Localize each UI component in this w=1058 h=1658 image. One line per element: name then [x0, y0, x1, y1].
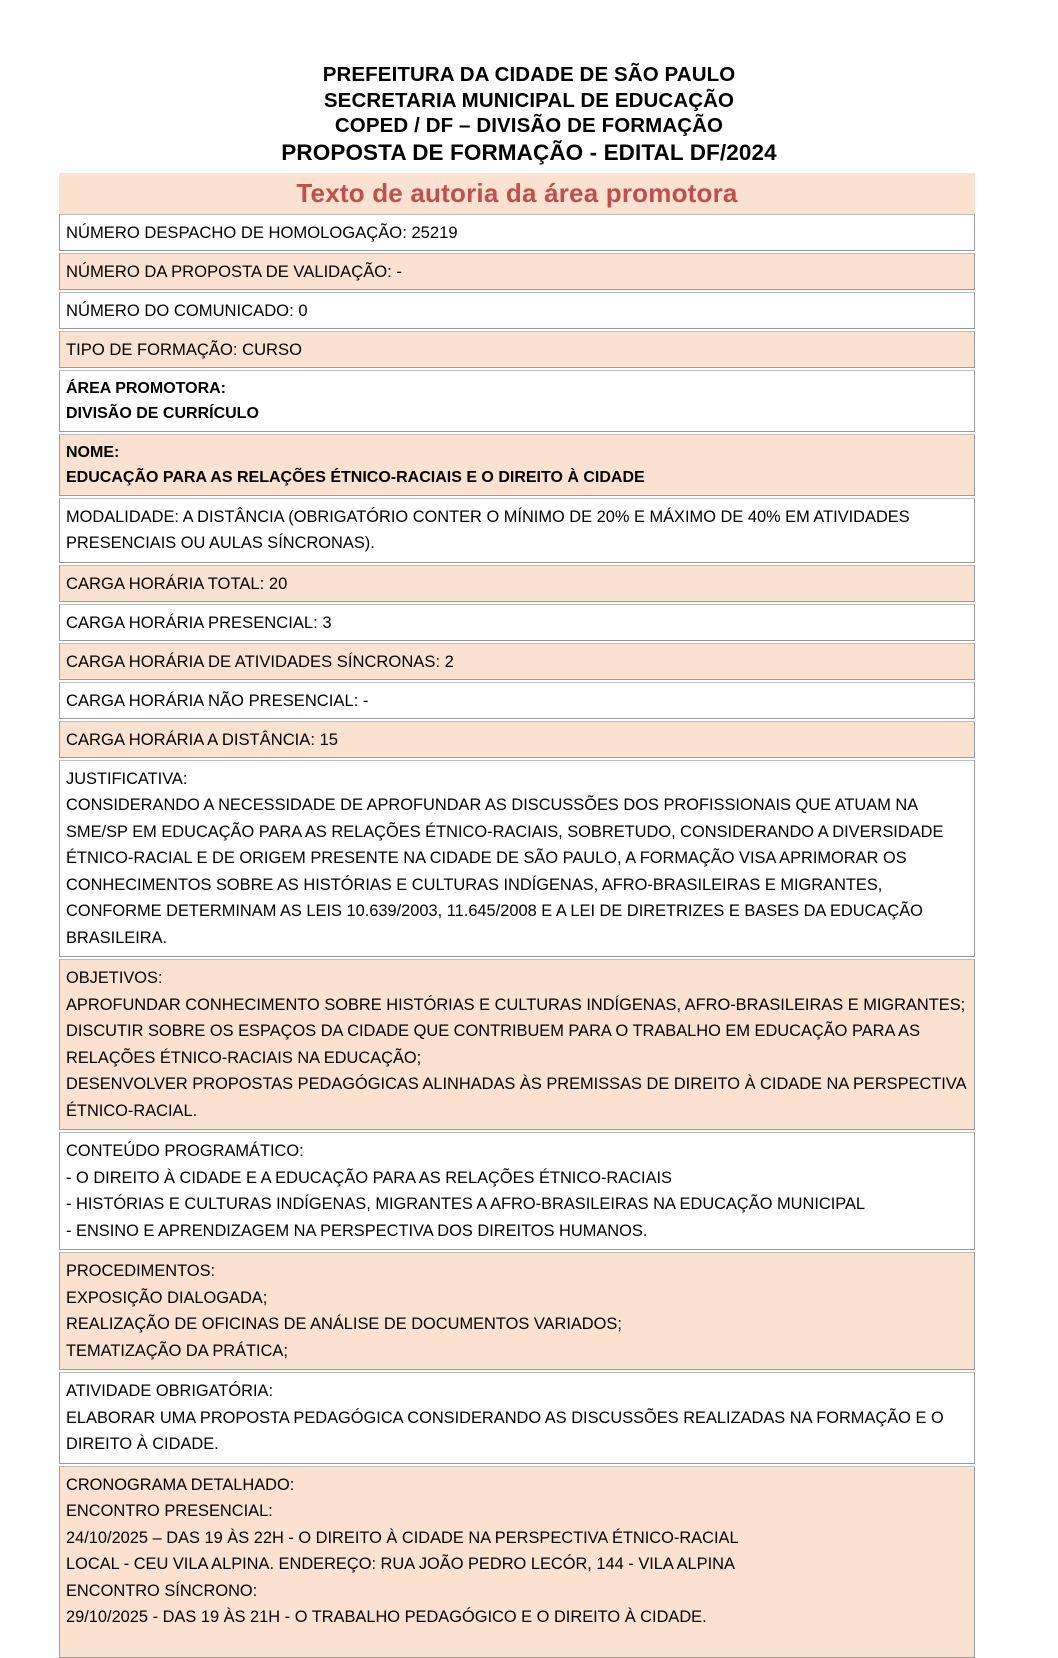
objetivo-item: DESENVOLVER PROPOSTAS PEDAGÓGICAS ALINHADAS ÀS PREMISSAS DE DIREITO À CIDADE NA PERSPECTIVA ÉTNICO-RACIAL.	[66, 1075, 966, 1120]
row-carga-horaria-distancia	[59, 721, 975, 758]
field-modalidade: MODALIDADE: A DISTÂNCIA (OBRIGATÓRIO CONTER O MÍNIMO DE 20% E MÁXIMO DE 40% EM ATIVIDADES PRESENCIAIS OU AULAS SÍNCRONAS).	[66, 507, 910, 552]
procedimento-item: REALIZAÇÃO DE OFICINAS DE ANÁLISE DE DOCUMENTOS VARIADOS;	[66, 1315, 622, 1333]
heading-line-prefeitura: PREFEITURA DA CIDADE DE SÃO PAULO	[322, 63, 736, 86]
field-carga-horaria-total: CARGA HORÁRIA TOTAL: 20	[66, 573, 288, 593]
row-tipo-formacao	[59, 331, 975, 368]
value-area-promotora: DIVISÃO DE CURRÍCULO	[66, 404, 259, 422]
row-cronograma-detalhado	[59, 1466, 975, 1658]
text-justificativa: CONSIDERANDO A NECESSIDADE DE APROFUNDAR AS DISCUSSÕES DOS PROFISSIONAIS QUE ATUAM NA SME/SP EM EDUCAÇÃO PARA AS RELAÇÕES ÉTNICO-RACIAIS, SOBRETUDO, CONSIDERANDO A DIVERSIDADE ÉTNICO-RACIAL E DE ORIGEM PRESENTE NA CIDADE DE SÃO PAULO, A FORMAÇÃO VISA APRIMORAR OS CONHECIMENTOS SOBRE AS HISTÓRIAS E CULTURAS INDÍGENAS, AFRO-BRASILEIRAS E MIGRANTES, CONFORME DETERMINAM AS LEIS 10.639/2003, 11.645/2008 E A LEI DE DIRETRIZES E BASES DA EDUCAÇÃO BRASILEIRA.	[66, 796, 944, 947]
procedimento-item: EXPOSIÇÃO DIALOGADA;	[66, 1288, 268, 1307]
field-carga-horaria-presencial: CARGA HORÁRIA PRESENCIAL: 3	[66, 612, 332, 632]
row-numero-comunicado	[59, 292, 975, 329]
row-conteudo-programatico	[59, 1132, 975, 1250]
field-numero-proposta-validacao: NÚMERO DA PROPOSTA DE VALIDAÇÃO: -	[66, 261, 402, 281]
conteudo-item: - ENSINO E APRENDIZAGEM NA PERSPECTIVA DOS DIREITOS HUMANOS.	[66, 1221, 648, 1240]
label-procedimentos: PROCEDIMENTOS:	[66, 1262, 216, 1280]
label-justificativa: JUSTIFICATIVA:	[66, 769, 188, 788]
procedimento-item: TEMATIZAÇÃO DA PRÁTICA;	[66, 1341, 288, 1360]
label-area-promotora: ÁREA PROMOTORA:	[66, 379, 226, 397]
cronograma-item: ENCONTRO SÍNCRONO:	[66, 1581, 258, 1600]
field-carga-horaria-sincronas: CARGA HORÁRIA DE ATIVIDADES SÍNCRONAS: 2	[66, 651, 454, 671]
value-nome: EDUCAÇÃO PARA AS RELAÇÕES ÉTNICO-RACIAIS E O DIREITO À CIDADE	[66, 468, 645, 486]
banner-label: Texto de autoria da área promotora	[296, 178, 738, 208]
text-atividade-obrigatoria: ELABORAR UMA PROPOSTA PEDAGÓGICA CONSIDERANDO AS DISCUSSÕES REALIZADAS NA FORMAÇÃO E O DIREITO À CIDADE.	[66, 1408, 944, 1453]
conteudo-item: - O DIREITO À CIDADE E A EDUCAÇÃO PARA AS RELAÇÕES ÉTNICO-RACIAIS	[66, 1168, 672, 1187]
conteudo-item: - HISTÓRIAS E CULTURAS INDÍGENAS, MIGRANTES A AFRO-BRASILEIRAS NA EDUCAÇÃO MUNICIPAL	[66, 1195, 866, 1213]
cronograma-item: ENCONTRO PRESENCIAL:	[66, 1502, 273, 1520]
label-conteudo-programatico: CONTEÚDO PROGRAMÁTICO:	[66, 1142, 304, 1160]
field-tipo-formacao: TIPO DE FORMAÇÃO: CURSO	[66, 339, 303, 359]
heading-line-secretaria: SECRETARIA MUNICIPAL DE EDUCAÇÃO	[323, 88, 735, 112]
label-nome: NOME:	[66, 443, 120, 461]
banner-texto-autoria	[59, 173, 975, 214]
row-carga-horaria-total	[59, 565, 975, 602]
row-objetivos	[59, 959, 975, 1130]
row-carga-horaria-presencial	[59, 604, 975, 641]
form-rows	[59, 214, 975, 1658]
row-carga-horaria-sincronas	[59, 643, 975, 680]
row-numero-proposta-validacao	[59, 253, 975, 290]
objetivo-item: APROFUNDAR CONHECIMENTO SOBRE HISTÓRIAS E CULTURAS INDÍGENAS, AFRO-BRASILEIRAS E MIGRANTES;	[66, 995, 966, 1014]
row-justificativa	[59, 760, 975, 958]
label-atividade-obrigatoria: ATIVIDADE OBRIGATÓRIA:	[66, 1382, 274, 1400]
row-procedimentos	[59, 1252, 975, 1370]
row-area-promotora	[59, 370, 975, 432]
row-atividade-obrigatoria	[59, 1372, 975, 1464]
row-nome	[59, 434, 975, 496]
row-modalidade	[59, 498, 975, 563]
label-objetivos: OBJETIVOS:	[66, 969, 163, 987]
objetivo-item: DISCUTIR SOBRE OS ESPAÇOS DA CIDADE QUE CONTRIBUEM PARA O TRABALHO EM EDUCAÇÃO PARA AS RELAÇÕES ÉTNICO-RACIAIS NA EDUCAÇÃO;	[66, 1022, 921, 1067]
cronograma-item: 29/10/2025 - DAS 19 ÀS 21H - O TRABALHO PEDAGÓGICO E O DIREITO À CIDADE.	[66, 1608, 707, 1626]
field-numero-despacho: NÚMERO DESPACHO DE HOMOLOGAÇÃO: 25219	[66, 222, 458, 242]
field-numero-comunicado: NÚMERO DO COMUNICADO: 0	[66, 300, 308, 320]
row-numero-despacho	[59, 214, 975, 251]
heading-line-coped: COPED / DF – DIVISÃO DE FORMAÇÃO	[334, 114, 724, 137]
row-carga-horaria-nao-presencial	[59, 682, 975, 719]
document-heading	[0, 0, 1058, 166]
cronograma-item: LOCAL - CEU VILA ALPINA. ENDEREÇO: RUA JOÃO PEDRO LECÓR, 144 - VILA ALPINA	[66, 1555, 735, 1573]
field-carga-horaria-distancia: CARGA HORÁRIA A DISTÂNCIA: 15	[66, 729, 339, 749]
cronograma-item: 24/10/2025 – DAS 19 ÀS 22H - O DIREITO À CIDADE NA PERSPECTIVA ÉTNICO-RACIAL	[66, 1528, 739, 1547]
field-carga-horaria-nao-presencial: CARGA HORÁRIA NÃO PRESENCIAL: -	[66, 690, 369, 710]
heading-line-proposta: PROPOSTA DE FORMAÇÃO - EDITAL DF/2024	[281, 139, 777, 165]
label-cronograma-detalhado: CRONOGRAMA DETALHADO:	[66, 1475, 295, 1494]
